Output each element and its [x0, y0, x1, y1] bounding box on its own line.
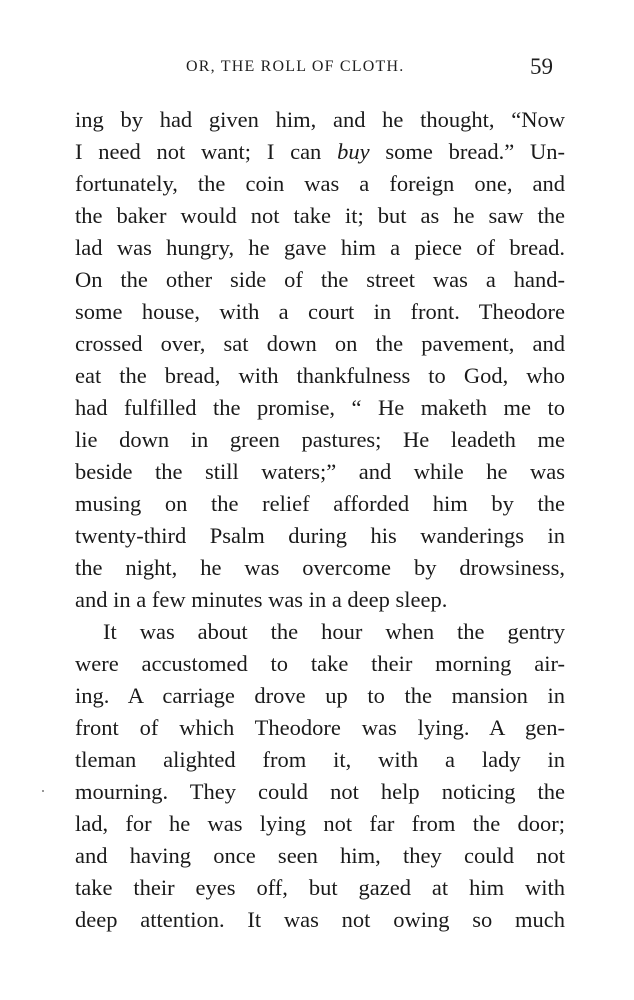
text-line: musing on the relief afforded him by the [75, 491, 565, 516]
running-head: OR, THE ROLL OF CLOTH. [186, 58, 405, 75]
page-number: 59 [530, 54, 553, 79]
text-line: fortunately, the coin was a foreign one, and [75, 171, 565, 196]
text-line: lad, for he was lying not far from the door; [75, 811, 565, 836]
text-line: lie down in green pastures; He leadeth me [75, 427, 565, 452]
text-line: the night, he was overcome by drowsiness, [75, 555, 565, 580]
body-text [75, 104, 565, 936]
text-line: take their eyes off, but gazed at him with [75, 875, 565, 900]
text-line: ing by had given him, and he thought, “Now [75, 107, 565, 132]
text-line: and in a few minutes was in a deep sleep. [75, 587, 448, 612]
text-line: the baker would not take it; but as he saw the [75, 203, 565, 228]
paper-speck [42, 790, 44, 792]
text-line: and having once seen him, they could not [75, 843, 565, 868]
text-line: It was about the hour when the gentry [103, 619, 565, 644]
text-span: I need not want; I can [75, 139, 338, 164]
text-line: twenty-third Psalm during his wanderings in [75, 523, 565, 548]
text-line: front of which Theodore was lying. A gen- [75, 715, 565, 740]
text-line [75, 136, 565, 168]
text-line: mourning. They could not help noticing the [75, 779, 565, 804]
paragraph-1 [75, 104, 565, 616]
text-line: lad was hungry, he gave him a piece of bread. [75, 235, 565, 260]
text-line: On the other side of the street was a hand- [75, 267, 565, 292]
text-line: deep attention. It was not owing so much [75, 907, 565, 932]
text-line: eat the bread, with thankfulness to God, who [75, 363, 565, 388]
text-line: had fulfilled the promise, “ He maketh me to [75, 395, 565, 420]
text-span: some bread.” Un- [369, 139, 565, 164]
text-line: tleman alighted from it, with a lady in [75, 747, 565, 772]
text-line: some house, with a court in front. Theodore [75, 299, 565, 324]
paragraph-2 [75, 616, 565, 936]
italic-word: buy [337, 139, 370, 164]
text-line: beside the still waters;” and while he was [75, 459, 565, 484]
text-line: ing. A carriage drove up to the mansion in [75, 683, 565, 708]
text-line: were accustomed to take their morning air- [75, 651, 565, 676]
text-line: crossed over, sat down on the pavement, and [75, 331, 565, 356]
